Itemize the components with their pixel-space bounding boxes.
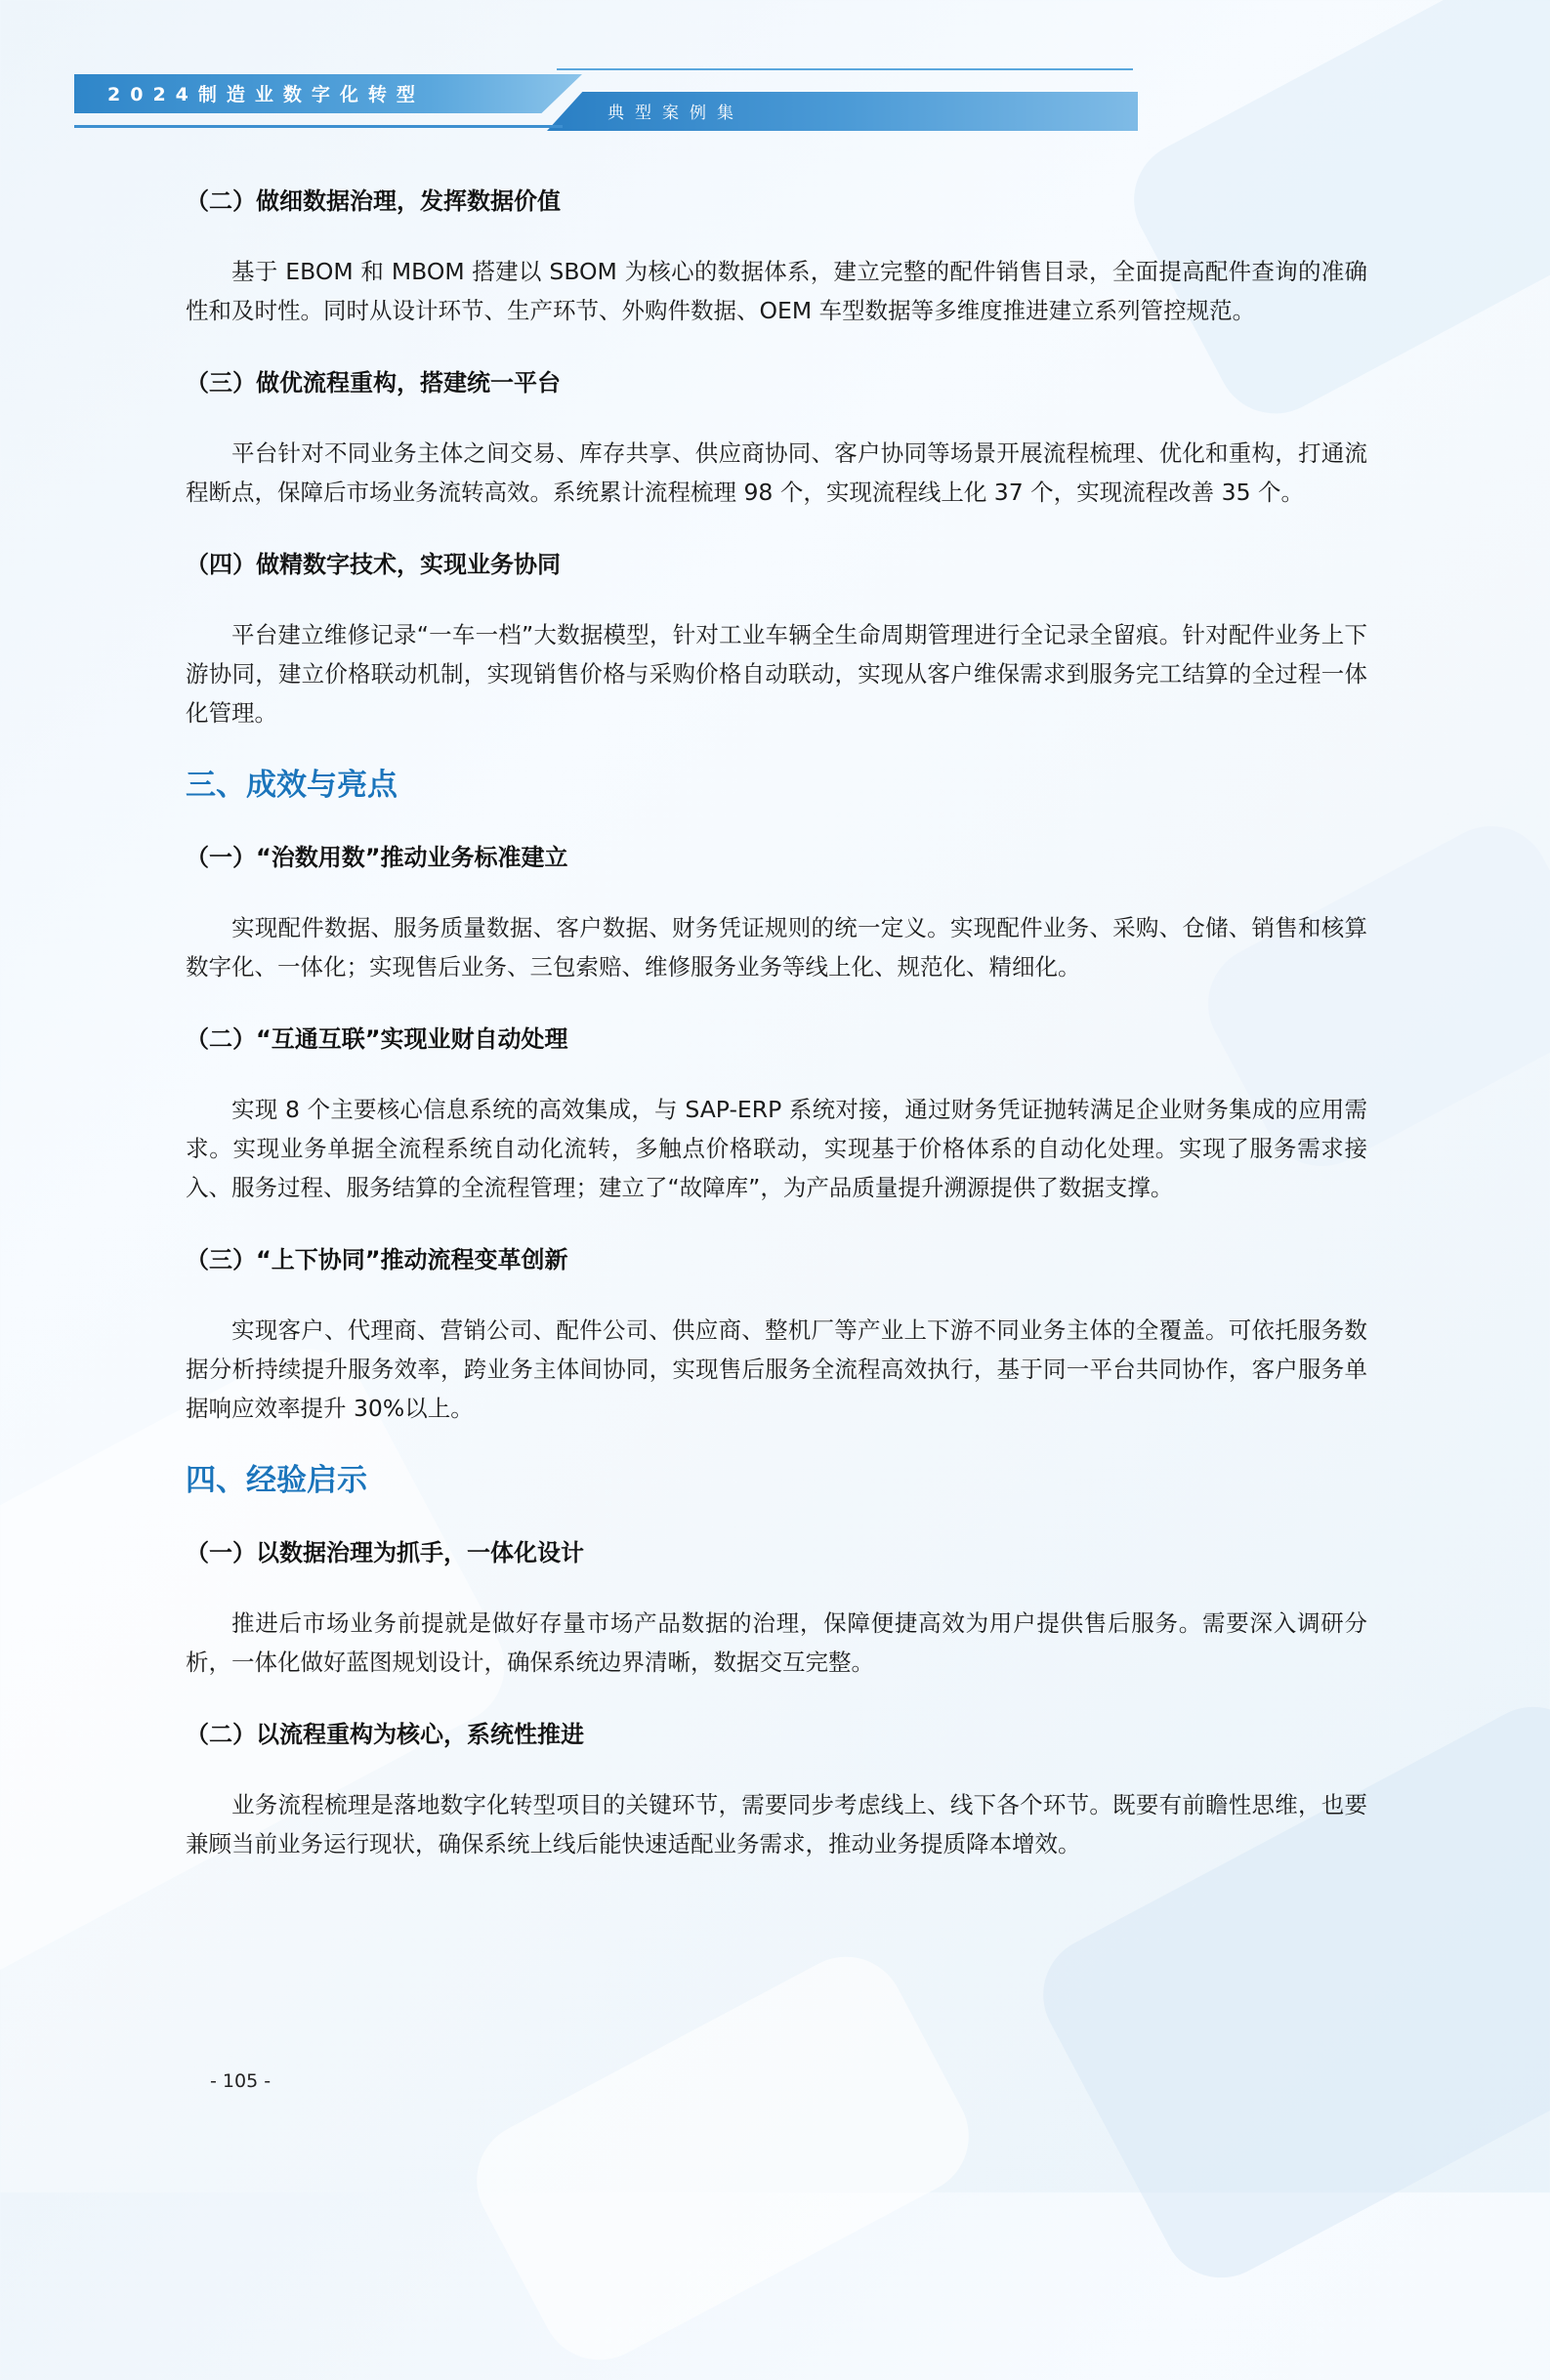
banner-accent-line bbox=[557, 68, 1133, 70]
paragraph: 业务流程梳理是落地数字化转型项目的关键环节，需要同步考虑线上、线下各个环节。既要有前瞻性思维，也要兼顾当前业务运行现状，确保系统上线后能快速适配业务需求，推动业务提质降本增效。 bbox=[186, 1791, 1367, 1858]
paragraph: 平台针对不同业务主体之间交易、库存共享、供应商协同、客户协同等场景开展流程梳理、优化和重构，打通流程断点，保障后市场业务流转高效。系统累计流程梳理 98 个，实现流程线上化 37 个，实现流程改善 35 个。 bbox=[186, 439, 1367, 506]
paragraph: 实现 8 个主要核心信息系统的高效集成，与 SAP-ERP 系统对接，通过财务凭证抛转满足企业财务集成的应用需求。实现业务单据全流程系统自动化流转，多触点价格联动，实现基于价格体系的自动化处理。实现了服务需求接入、服务过程、服务结算的全流程管理；建立了“故障库”，为产品质量提升溯源提供了数据支撑。 bbox=[186, 1096, 1367, 1201]
banner-book-title: 典型案例集 bbox=[607, 104, 744, 123]
subsection-heading: （一）“治数用数”推动业务标准建立 bbox=[186, 844, 568, 871]
subsection-heading: （二）做细数据治理，发挥数据价值 bbox=[186, 188, 561, 215]
background-shape bbox=[456, 1937, 989, 2380]
subsection-heading: （三）做优流程重构，搭建统一平台 bbox=[186, 369, 561, 397]
subsection-heading: （二）以流程重构为核心，系统性推进 bbox=[186, 1721, 584, 1748]
subsection-heading: （一）以数据治理为抓手，一体化设计 bbox=[186, 1539, 584, 1566]
subsection-heading: （二）“互通互联”实现业财自动处理 bbox=[186, 1025, 568, 1053]
page-content bbox=[186, 182, 1367, 1863]
header-banner bbox=[0, 0, 1550, 146]
subsection-heading: （三）“上下协同”推动流程变革创新 bbox=[186, 1246, 568, 1274]
paragraph: 基于 EBOM 和 MBOM 搭建以 SBOM 为核心的数据体系，建立完整的配件销售目录，全面提高配件查询的准确性和及时性。同时从设计环节、生产环节、外购件数据、OEM 车型数据等多维度推进建立系列管控规范。 bbox=[186, 258, 1367, 324]
paragraph: 平台建立维修记录“一车一档”大数据模型，针对工业车辆全生命周期管理进行全记录全留痕。针对配件业务上下游协同，建立价格联动机制，实现销售价格与采购价格自动联动，实现从客户维保需求到服务完工结算的全过程一体化管理。 bbox=[186, 621, 1367, 727]
subsection-heading: （四）做精数字技术，实现业务协同 bbox=[186, 551, 561, 578]
banner-underline bbox=[74, 125, 563, 128]
paragraph: 推进后市场业务前提就是做好存量市场产品数据的治理，保障便捷高效为用户提供售后服务。需要深入调研分析，一体化做好蓝图规划设计，确保系统边界清晰，数据交互完整。 bbox=[186, 1609, 1367, 1676]
section-title: 三、成效与亮点 bbox=[186, 768, 398, 803]
banner-series-title: 2024制造业数字化转型 bbox=[107, 84, 425, 105]
section-title: 四、经验启示 bbox=[186, 1463, 367, 1498]
page-number: - 105 - bbox=[210, 2070, 272, 2092]
paragraph: 实现客户、代理商、营销公司、配件公司、供应商、整机厂等产业上下游不同业务主体的全覆盖。可依托服务数据分析持续提升服务效率，跨业务主体间协同，实现售后服务全流程高效执行，基于同一平台共同协作，客户服务单据响应效率提升 30%以上。 bbox=[186, 1316, 1367, 1422]
paragraph: 实现配件数据、服务质量数据、客户数据、财务凭证规则的统一定义。实现配件业务、采购、仓储、销售和核算数字化、一体化；实现售后业务、三包索赔、维修服务业务等线上化、规范化、精细化。 bbox=[186, 914, 1367, 981]
